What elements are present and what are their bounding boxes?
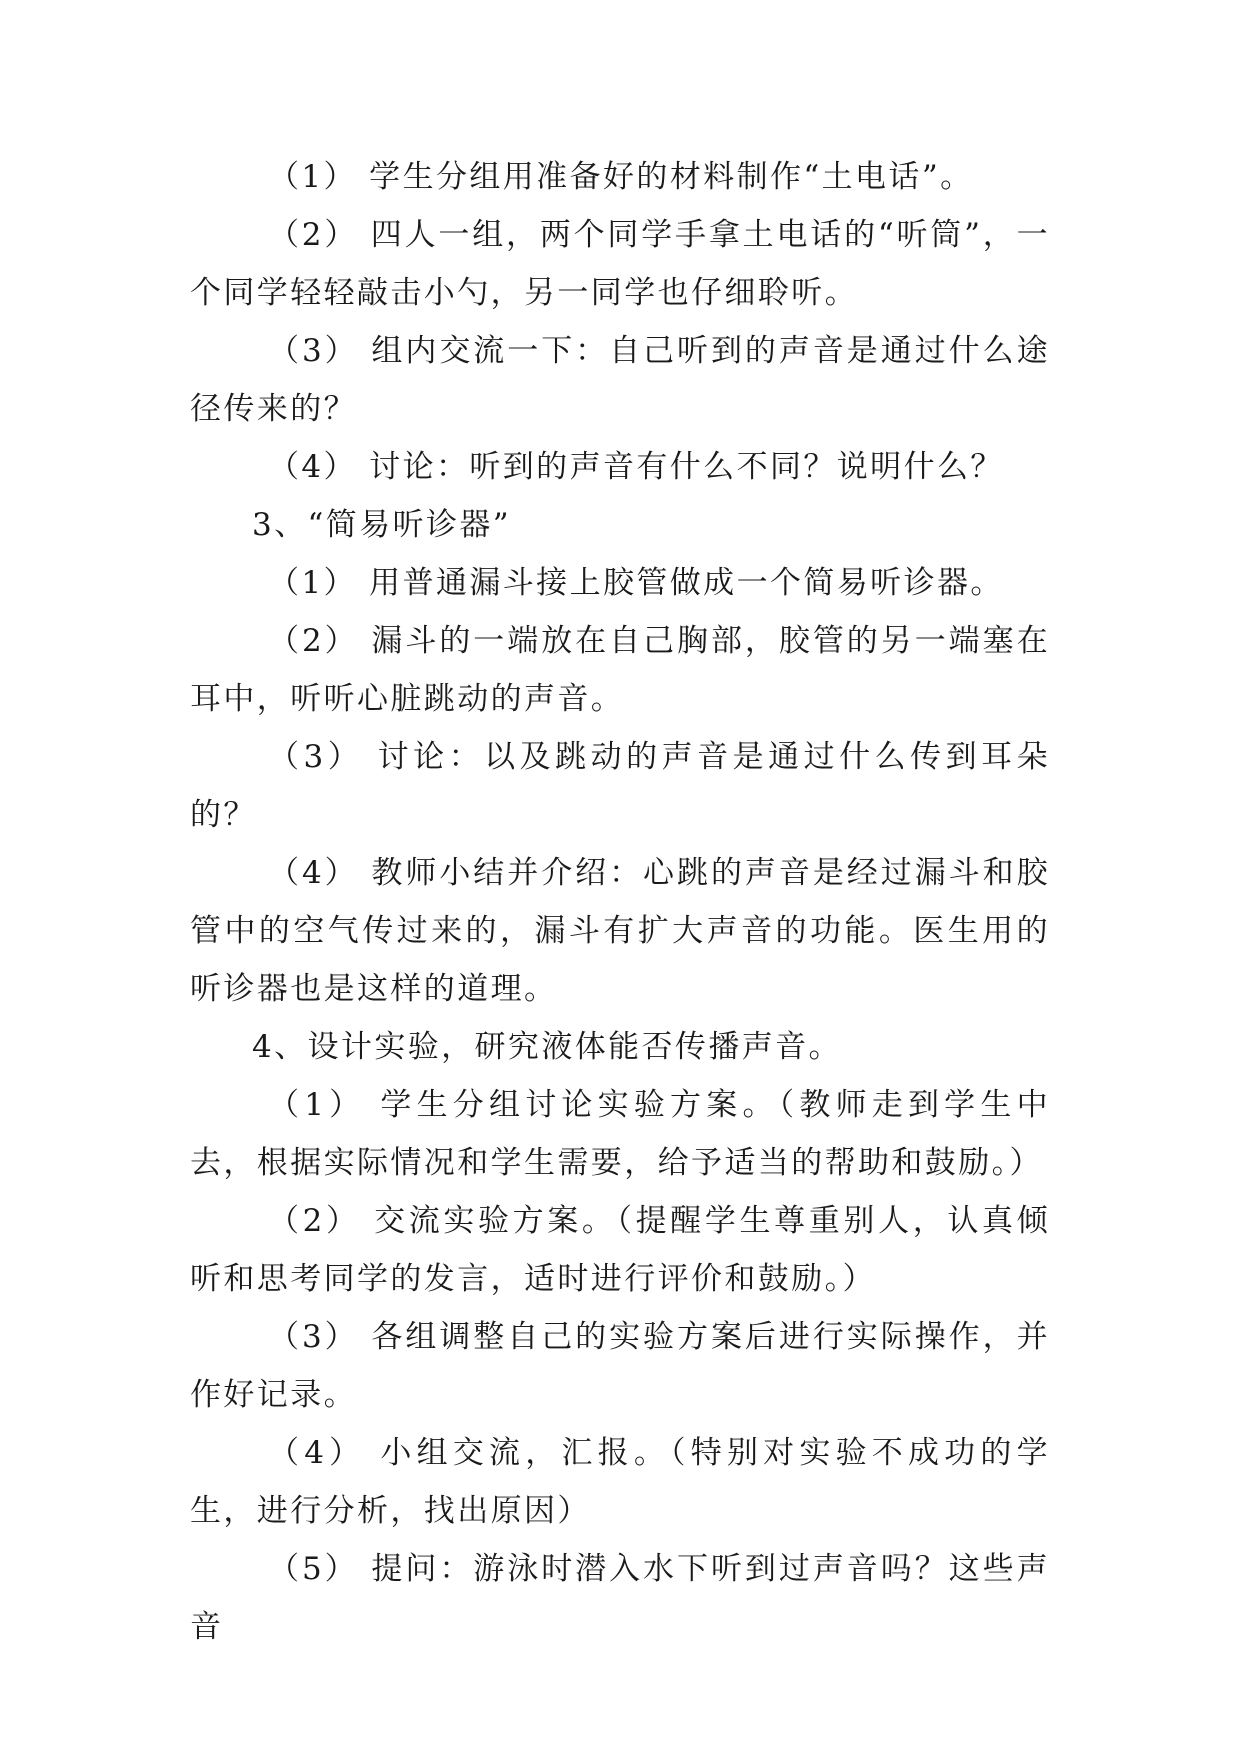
paragraph-tu-dianhua-step-3: （3） 组内交流一下：自己听到的声音是通过什么途径传来的？ xyxy=(190,333,1050,427)
section-heading-liquid-experiment: 4、设计实验，研究液体能否传播声音。 xyxy=(252,1029,842,1065)
paragraph-tu-dianhua-step-4: （4） 讨论：听到的声音有什么不同？说明什么？ xyxy=(268,449,1004,485)
section-heading-stethoscope: 3、“简易听诊器” xyxy=(252,507,512,543)
paragraph-liquid-step-5: （5） 提问：游泳时潜入水下听到过声音吗？这些声音 xyxy=(190,1551,1050,1645)
paragraph-liquid-step-3: （3） 各组调整自己的实验方案后进行实际操作，并作好记录。 xyxy=(190,1319,1050,1413)
document-body xyxy=(190,148,1050,1656)
paragraph-stethoscope-step-4: （4） 教师小结并介绍：心跳的声音是经过漏斗和胶管中的空气传过来的，漏斗有扩大声音的功能。医生用的听诊器也是这样的道理。 xyxy=(190,855,1050,1007)
paragraph-stethoscope-step-2: （2） 漏斗的一端放在自己胸部，胶管的另一端塞在耳中，听听心脏跳动的声音。 xyxy=(190,623,1050,717)
paragraph-tu-dianhua-step-1: （1） 学生分组用准备好的材料制作“土电话”。 xyxy=(268,159,974,195)
paragraph-liquid-step-4: （4） 小组交流，汇报。（特别对实验不成功的学生，进行分析，找出原因） xyxy=(190,1435,1050,1529)
paragraph-liquid-step-2: （2） 交流实验方案。（提醒学生尊重别人，认真倾听和思考同学的发言，适时进行评价和鼓励。） xyxy=(190,1203,1050,1297)
paragraph-tu-dianhua-step-2: （2） 四人一组，两个同学手拿土电话的“听筒”，一个同学轻轻敲击小勺，另一同学也仔细聆听。 xyxy=(190,217,1050,311)
paragraph-stethoscope-step-3: （3） 讨论：以及跳动的声音是通过什么传到耳朵的？ xyxy=(190,739,1050,833)
paragraph-liquid-step-1: （1） 学生分组讨论实验方案。（教师走到学生中去，根据实际情况和学生需要，给予适当的帮助和鼓励。） xyxy=(190,1087,1050,1181)
paragraph-stethoscope-step-1: （1） 用普通漏斗接上胶管做成一个简易听诊器。 xyxy=(268,565,1004,601)
